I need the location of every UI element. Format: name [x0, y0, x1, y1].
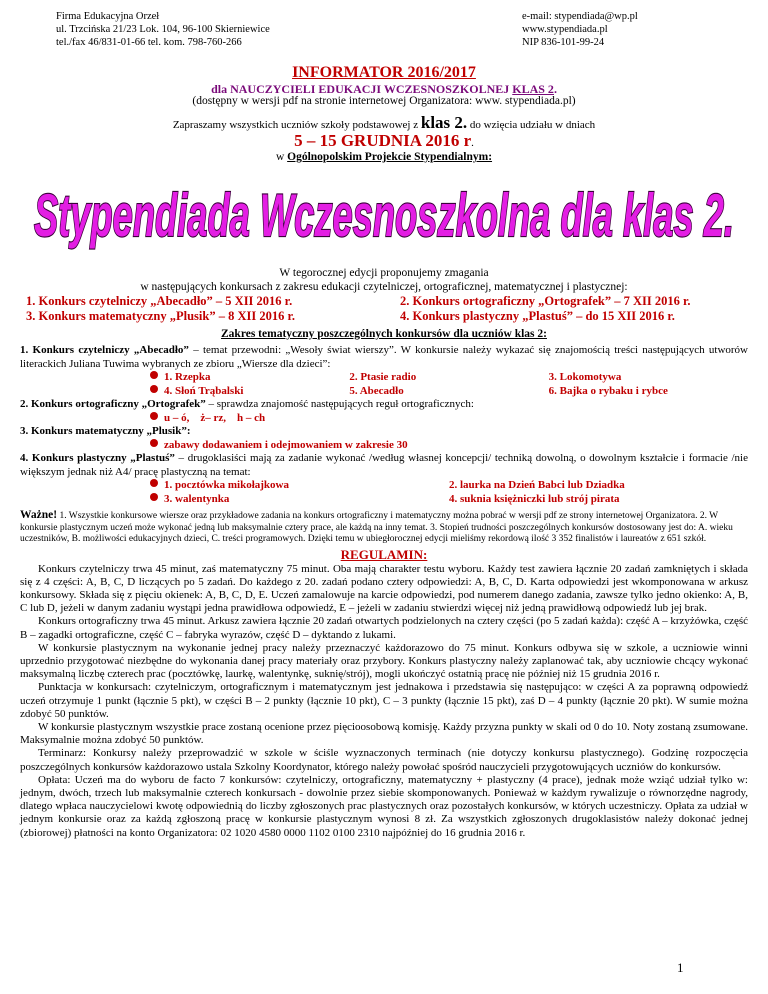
- list-item: 3. walentynka: [150, 493, 449, 507]
- invite-class: klas 2.: [420, 113, 468, 132]
- reg-paragraph: W konkursie plastycznym na wykonanie jednej pracy należy przeznaczyć każdorazowo do 75 minut. Konkurs odbywa się w szkole, a uczniowie winni uprzednio przygotować niezbędne do wykonania danej pracy materiały oraz przybory. Konkurs plastyczny należy zaplanować tak, aby uczniowie chcący wykonać maksymalną liczbę czterech prac (pocztówkę, laurkę, walentynkę, suknię/strój), mogli ukończyć ostatnią pracę nie później niż 15 grudnia 2016 r.: [20, 641, 748, 681]
- note-text: 1. Wszystkie konkursowe wiersze oraz przykładowe zadania na konkurs ortograficzny i matematyczny można pobrać w wersji pdf ze strony internetowej Organizatora. 2. W konkursie plastycznym uczeń może wykonać jedną lub maksymalnie cztery prace, ale każdą na inny temat. 3. Stopień trudności poszczególnych konkursów dostosowany jest do: A. wieku uczestników, B. możliwości edukacyjnych dzieci, C. treści programowych. Dzięki temu w ubiegłorocznej edycji mieliśmy rekordową ilość 3 352 finalistów i laureatów z 651 szkół.: [20, 511, 733, 544]
- list-item: zabawy dodawaniem i odejmowaniem w zakresie 30: [164, 438, 408, 451]
- important-note: [20, 510, 748, 546]
- contest-row-2: [20, 309, 748, 324]
- org-phone: tel./fax 46/831-01-66 tel. kom. 798-760-266: [56, 37, 242, 48]
- contest-art: 4. Konkurs plastyczny „Plastuś” – do 15 XII 2016 r.: [400, 309, 675, 323]
- sec2-text: – sprawdza znajomość następujących reguł ortograficznych:: [205, 398, 474, 410]
- list-item: 2. Ptasie radio: [349, 371, 417, 383]
- document-subtitle: dla NAUCZYCIELI EDUKACJI WCZESNOSZKOLNEJ KLAS 2.: [211, 82, 557, 96]
- availability-note: (dostępny w wersji pdf na stronie internetowej Organizatora: www. stypendiada.pl): [192, 95, 576, 107]
- sec3-list: [20, 439, 748, 453]
- rule-z-rz: ż– rz,: [200, 411, 227, 424]
- org-street: ul. Trzcińska 21/23 Lok. 104, 96-100 Skierniewice: [56, 24, 270, 35]
- bullet-icon: [150, 371, 158, 379]
- sec4-list-row2: [20, 493, 748, 507]
- bullet-icon: [150, 479, 158, 487]
- contest-math: 3. Konkurs matematyczny „Plusik” – 8 XII 2016 r.: [26, 309, 295, 323]
- bullet-icon: [150, 439, 158, 447]
- contest-row-1: [20, 294, 748, 309]
- section-reading: [20, 344, 748, 398]
- reg-paragraph: Punktacja w konkursach: czytelniczym, ortograficznym i matematycznym jest jednakowa i przedstawia się następująco: w części A za poprawną odpowiedź uczeń otrzymuje 1 punkt (łącznie 5 pkt), w części B – 2 punkty (łącznie 10 pkt), C – 3 punkty (łącznie 15 pkt), zaś D – 4 punkty (łącznie 20 pkt). W sumie można zdobyć 50 punktów.: [20, 681, 748, 720]
- section-math: [20, 425, 748, 452]
- subtitle-klas: KLAS 2: [512, 82, 554, 96]
- organizer-contact: [522, 10, 638, 49]
- reg-paragraph: Terminarz: Konkursy należy przeprowadzić w szkole w ściśle wyznaczonych terminach (nie dotyczy konkursu plastycznego). Godzinę rozpoczęcia poszczególnych konkursów każdorazowo ustala Szkolny Koordynator, którego należy powołać spośród nauczycieli przygotowujących uczniów do konkursów.: [20, 747, 748, 773]
- list-item: 3. Lokomotywa: [548, 371, 622, 383]
- org-nip: NIP 836-101-99-24: [522, 37, 605, 48]
- bullet-icon: [150, 493, 158, 501]
- regulations: [20, 563, 748, 840]
- reg-paragraph: Konkurs ortograficzny trwa 45 minut. Arkusz zawiera łącznie 20 zadań otwartych podzielonych na cztery części (po 5 zadań każda): część A – krzyżówka, część B – zagadki ortograficzne, część C – fabryka wyrazów, część D – dyktando z lukami.: [20, 615, 748, 641]
- reg-paragraph: W konkursie plastycznym wszystkie prace zostaną ocenione przez pięcioosobową komisję. Każdy przyzna punkty w skali od 0 do 10. Noty zostaną zsumowane. Maksymalnie można zdobyć 50 punktów.: [20, 720, 748, 747]
- sec1-text: – temat przewodni: „Wesoły świat wierszy”. W konkursie należy wykazać się znajomością treści następujących utworów literackich Juliana Tuwima wybranych ze zbioru „Wiersze dla dzieci”:: [20, 344, 748, 370]
- banner-text: Stypendiada Wczesnoszkolna dla klas 2.: [34, 182, 734, 249]
- list-item: 4. suknia księżniczki lub strój pirata: [449, 492, 620, 505]
- main-content: [20, 266, 748, 840]
- bullet-icon: [150, 412, 158, 420]
- invite-post: do wzięcia udziału w dniach: [467, 119, 596, 131]
- list-item: 1. Rzepka: [150, 371, 349, 385]
- page-number: 1: [677, 960, 684, 975]
- banner-title: [20, 170, 748, 252]
- project-name: Ogólnopolskim Projekcie Stypendialnym:: [287, 151, 493, 163]
- sec1-list-row2: [20, 385, 748, 399]
- section-art: [20, 452, 748, 506]
- sec4-list-row1: [20, 479, 748, 493]
- topics-title: Zakres tematyczny poszczególnych konkursów dla uczniów klas 2:: [221, 328, 547, 340]
- regulations-title: REGULAMIN:: [340, 546, 428, 562]
- project-pre: w: [275, 151, 288, 163]
- list-item: 1. pocztówka mikołajkowa: [150, 479, 449, 493]
- dates-text: 5 – 15 GRUDNIA 2016 r: [294, 131, 472, 150]
- org-name: Firma Edukacyjna Orzeł: [56, 11, 160, 22]
- rule-h-ch: h – ch: [237, 411, 266, 424]
- intro-line-1: W tegorocznej edycji proponujemy zmagania: [279, 267, 489, 279]
- sec4-text: – drugoklasiści mają za zadanie wykonać /według własnej koncepcji/ techniką dowolną, o dowolnym kształcie i formacie /nie większym jednak niż A4/ pracę plastyczną na temat:: [20, 452, 748, 478]
- section-spelling: [20, 398, 748, 425]
- list-item: 4. Słoń Trąbalski: [150, 385, 349, 399]
- list-item: 5. Abecadło: [349, 384, 404, 397]
- list-item: 6. Bajka o rybaku i rybce: [548, 384, 668, 397]
- document-title: INFORMATOR 2016/2017: [292, 64, 476, 81]
- invitation: [0, 113, 768, 133]
- contest-spelling: 2. Konkurs ortograficzny „Ortografek” – 7 XII 2016 r.: [400, 294, 691, 308]
- project-line: [0, 151, 768, 163]
- rule-u-o: u – ó,: [164, 411, 190, 424]
- org-email[interactable]: e-mail: stypendiada@wp.pl: [522, 11, 638, 22]
- organizer-address: [56, 10, 270, 49]
- sec1-title: 1. Konkurs czytelniczy „Abecadło”: [20, 344, 189, 356]
- list-item: 2. laurka na Dzień Babci lub Dziadka: [449, 479, 625, 491]
- sec1-list-row1: [20, 371, 748, 385]
- reg-paragraph: Konkurs czytelniczy trwa 45 minut, zaś matematyczny 75 minut. Oba mają charakter testu wyboru. Każdy test zawiera łącznie 20 zadań zamkniętych i składa się z 4 części: A, B, C, D liczących po 5 zadań. Do każdego z 20. zadań podano cztery odpowiedzi: A, B, C, D. Karta odpowiedzi jest wkomponowana w arkusz konkursowy. Składa się z pięciu okienek: A, B, C, D, E. Uczeń zamalowuje na karcie odpowiedzi, pod numerem danego zadania, zawsze tylko jedno okienko: A, B, C lub D, jeżeli w danym zadaniu wystąpi jedna prawidłowa odpowiedź, E – jeżeli w zadaniu stwierdzi więcej niż jedną prawidłową odpowiedź lub jej brak.: [20, 562, 748, 615]
- note-label: Ważne!: [20, 509, 58, 521]
- intro-line-2: w następujących konkursach z zakresu edukacji czytelniczej, ortograficznej, matematycznej i plastycznej:: [140, 281, 628, 293]
- invite-pre: Zapraszamy wszystkich uczniów szkoły podstawowej z: [172, 119, 421, 131]
- contest-reading: 1. Konkurs czytelniczy „Abecadło” – 5 XII 2016 r.: [26, 294, 293, 308]
- reg-paragraph: Opłata: Uczeń ma do wyboru de facto 7 konkursów: czytelniczy, ortograficzny, matematyczny + plastyczny (4 prace), jednak może wziąć udział tylko w: jednym, dwóch, trzech lub maksymalnie czterech konkursach - dowolnie przez siebie skomponowanych. Ponieważ w każdym rywalizuje o równorzędne nagrody, dlatego wpłaca nauczycielowi kwotę odpowiednią do liczby zgłoszonych prac plastycznych oraz pozostałych konkursów, w których uczestniczy. Opłata za udział w jednym konkursie oraz za każdą zgłoszoną pracę w konkursie plastycznym wynosi 8 zł. Za wszystkich zgłoszonych drugoklasistów należy dokonać jednej (zbiorowej) płatności na konto Organizatora: 02 1020 4580 0000 1102 0100 2310 najpóźniej do 16 grudnia 2016 r.: [20, 773, 748, 839]
- org-website[interactable]: www.stypendiada.pl: [522, 24, 608, 35]
- sec3-title: 3. Konkurs matematyczny „Plusik”:: [20, 425, 191, 437]
- sec2-title: 2. Konkurs ortograficzny „Ortografek”: [20, 398, 206, 410]
- bullet-icon: [150, 385, 158, 393]
- sec4-title: 4. Konkurs plastyczny „Plastuś”: [20, 452, 175, 464]
- sec2-list: [20, 412, 748, 426]
- subtitle-text: dla NAUCZYCIELI EDUKACJI WCZESNOSZKOLNEJ: [211, 82, 513, 96]
- contest-dates: 5 – 15 GRUDNIA 2016 r.: [294, 131, 474, 150]
